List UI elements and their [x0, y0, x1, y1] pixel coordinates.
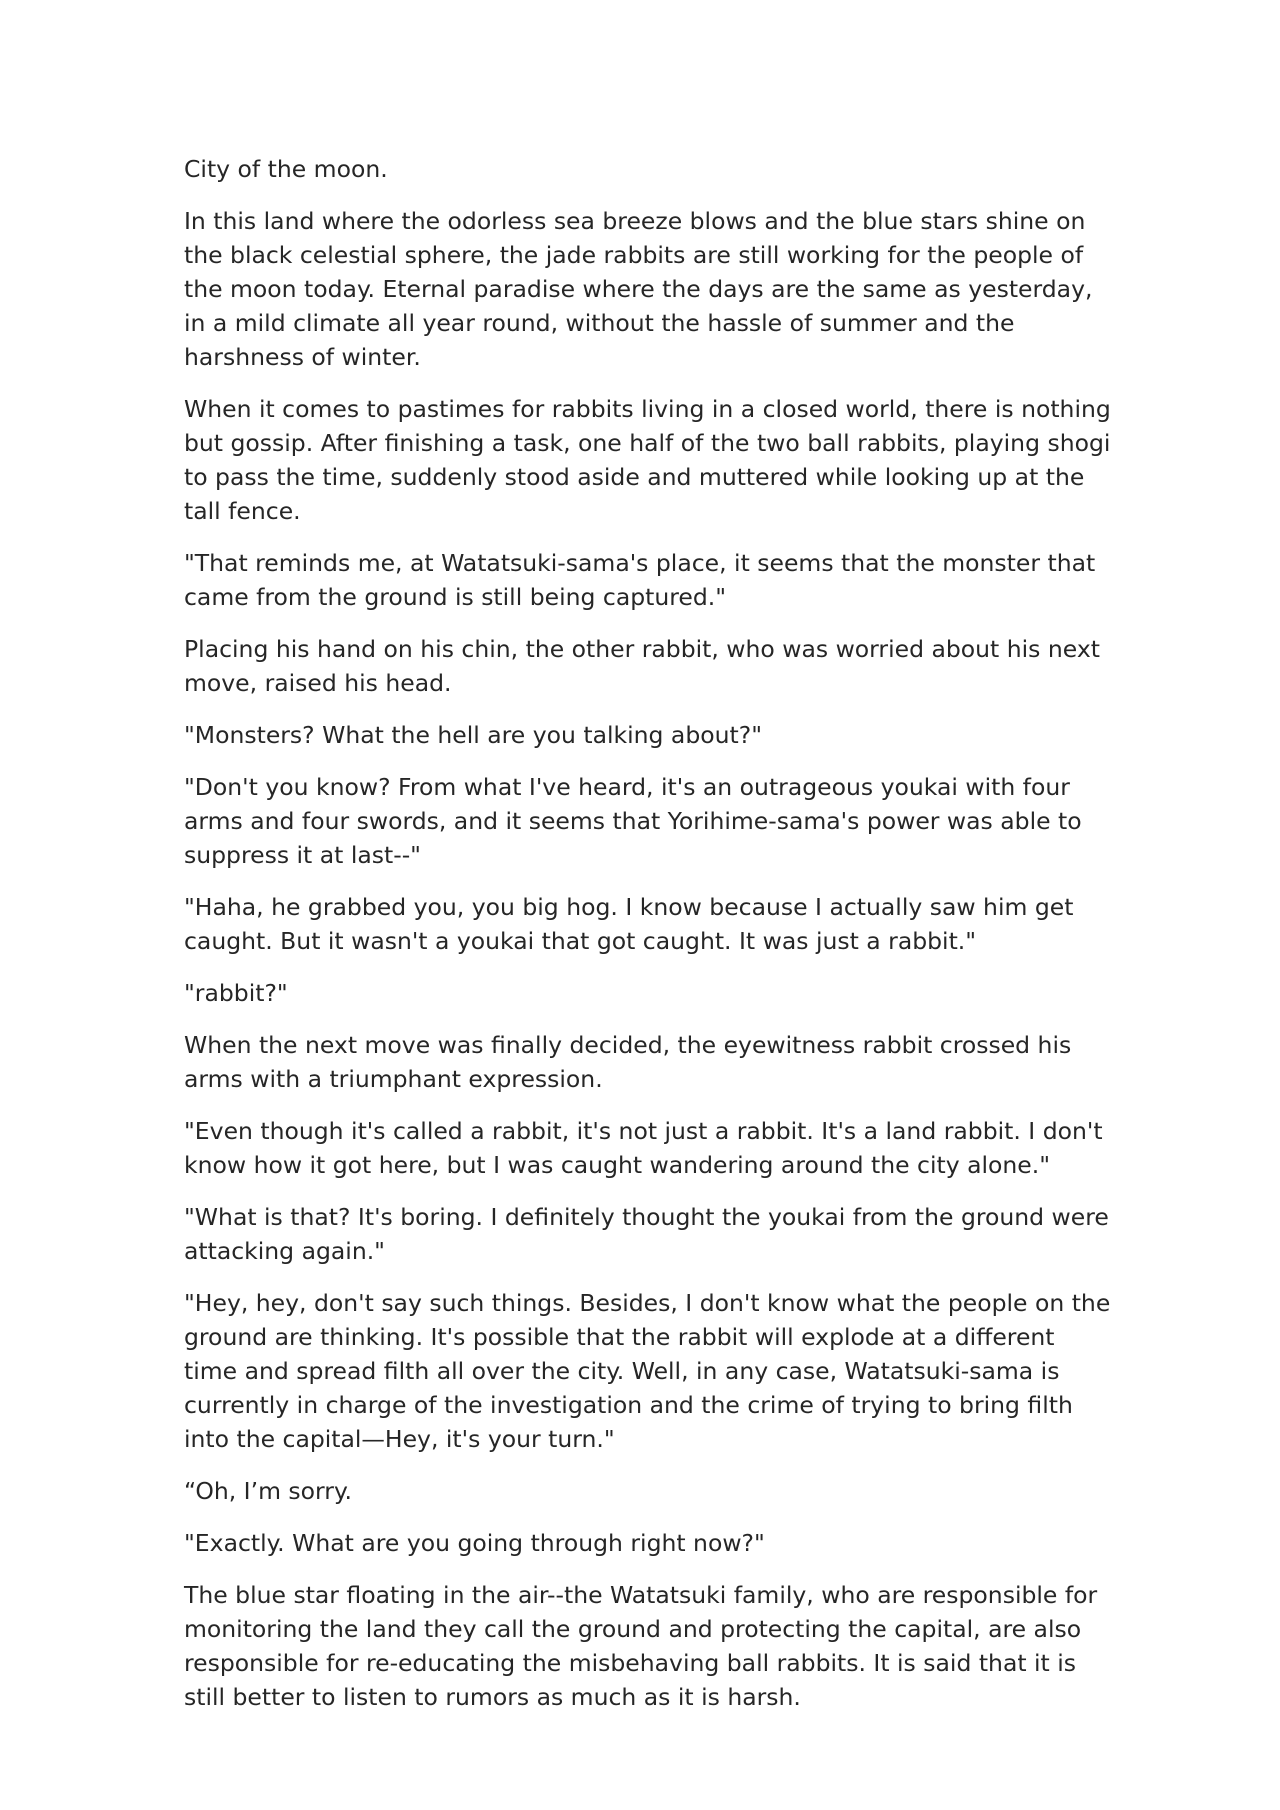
- document-body: [184, 152, 1114, 1732]
- paragraph: “Oh, I’m sorry.: [184, 1477, 352, 1505]
- paragraph: "Even though it's called a rabbit, it's not just a rabbit. It's a land rabbit. I don't know how it got here, but I was caught wandering around the city alone.": [184, 1117, 1103, 1179]
- paragraph: "What is that? It's boring. I definitely thought the youkai from the ground were attacking again.": [184, 1203, 1109, 1265]
- paragraph: When it comes to pastimes for rabbits living in a closed world, there is nothing but gossip. After finishing a task, one half of the two ball rabbits, playing shogi to pass the time, suddenly stood aside and muttered while looking up at the tall fence.: [184, 395, 1111, 525]
- paragraph: In this land where the odorless sea breeze blows and the blue stars shine on the black celestial sphere, the jade rabbits are still working for the people of the moon today. Eternal paradise where the days are the same as yesterday, in a mild climate all year round, without the hassle of summer and the harshness of winter.: [184, 207, 1093, 371]
- paragraph: The blue star floating in the air--the Watatsuki family, who are responsible for monitoring the land they call the ground and protecting the capital, are also responsible for re-educating the misbehaving ball rabbits. It is said that it is still better to listen to rumors as much as it is harsh.: [184, 1581, 1098, 1711]
- paragraph: "Monsters? What the hell are you talking about?": [184, 721, 763, 749]
- paragraph: "Haha, he grabbed you, you big hog. I know because I actually saw him get caught. But it wasn't a youkai that got caught. It was just a rabbit.": [184, 893, 1074, 955]
- paragraph: "Exactly. What are you going through right now?": [184, 1529, 765, 1557]
- paragraph: "Don't you know? From what I've heard, it's an outrageous youkai with four arms and four swords, and it seems that Yorihime-sama's power was able to suppress it at last--": [184, 773, 1082, 869]
- paragraph: "Hey, hey, don't say such things. Besides, I don't know what the people on the ground are thinking. It's possible that the rabbit will explode at a different time and spread filth all over the city. Well, in any case, Watatsuki-sama is currently in charge of the investigation and the crime of trying to bring filth into the capital—Hey, it's your turn.": [184, 1289, 1111, 1453]
- paragraph: Placing his hand on his chin, the other rabbit, who was worried about his next move, raised his head.: [184, 635, 1100, 697]
- paragraph: When the next move was finally decided, the eyewitness rabbit crossed his arms with a triumphant expression.: [184, 1031, 1072, 1093]
- paragraph: "That reminds me, at Watatsuki-sama's place, it seems that the monster that came from the ground is still being captured.": [184, 549, 1096, 611]
- paragraph: "rabbit?": [184, 979, 288, 1007]
- paragraph: City of the moon.: [184, 155, 388, 183]
